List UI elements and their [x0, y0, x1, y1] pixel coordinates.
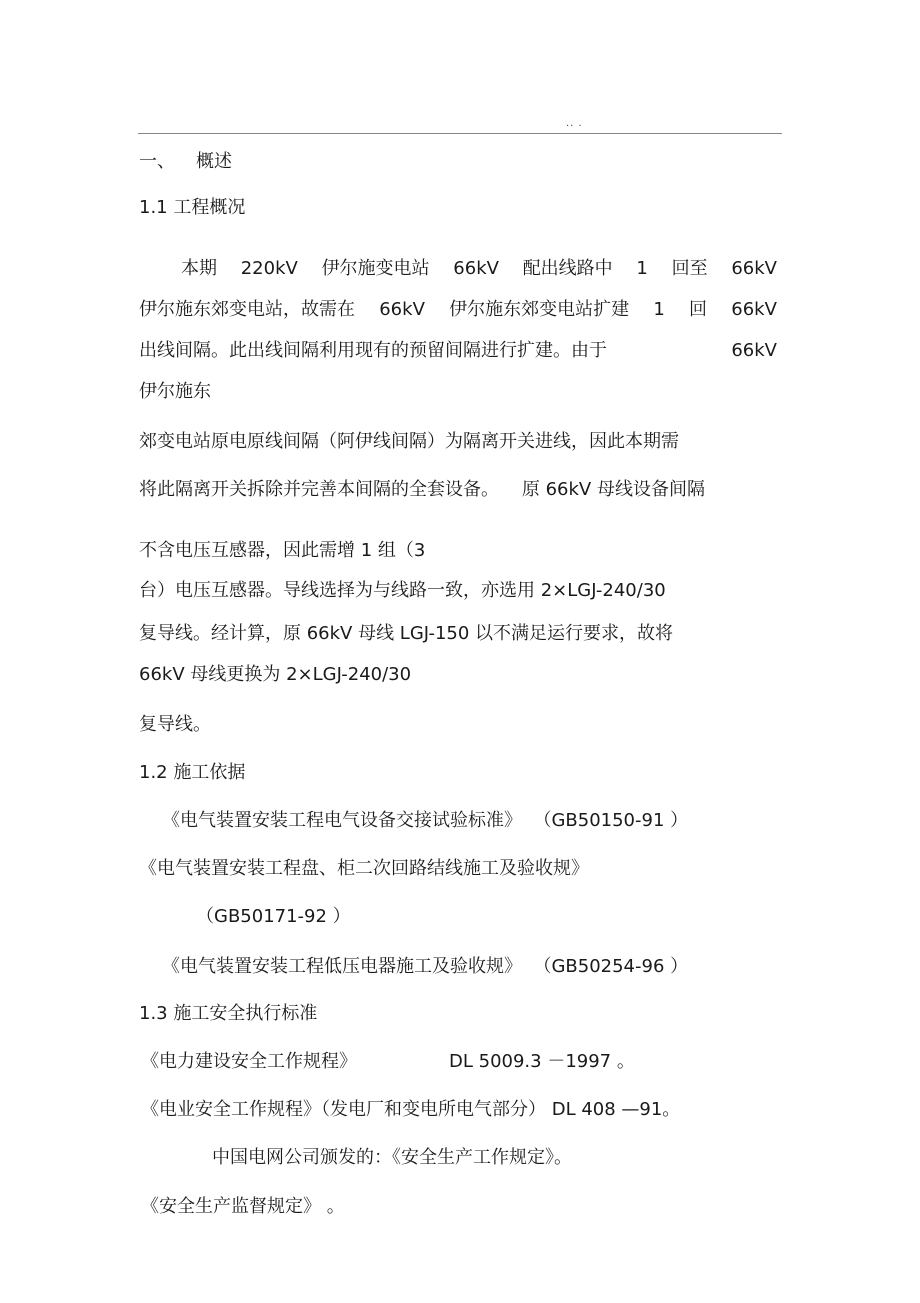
- word: 伊尔施东郊变电站扩建: [449, 299, 630, 320]
- word: 回: [689, 299, 708, 320]
- subsection-heading-1-3: 1.3 施工安全执行标准: [139, 1003, 318, 1024]
- section-heading-title: 概述: [196, 151, 232, 172]
- paragraph-line-11: 复导线。: [139, 714, 211, 735]
- word: 回至: [671, 258, 708, 279]
- reference-item: 《电气装置安装工程盘、柜二次回路结线施工及验收规》: [139, 858, 589, 879]
- reference-code: （GB50171-92 ）: [196, 906, 351, 927]
- paragraph-line-8: 台）电压互感器。导线选择为与线路一致，亦选用 2×LGJ-240/30: [139, 580, 666, 601]
- line-text: 66kV: [731, 340, 777, 361]
- paragraph-line-1: [139, 257, 777, 281]
- line-text: 出线间隔。此出线间隔利用现有的预留间隔进行扩建。由于: [139, 340, 607, 361]
- reference-item: 《电气装置安装工程电气设备交接试验标准》 （GB50150-91 ）: [162, 810, 689, 831]
- standard-code: DL 5009.3 －1997 。: [449, 1051, 635, 1072]
- word: 66kV: [379, 299, 425, 320]
- reference-item: 《电气装置安装工程低压电器施工及验收规》 （GB50254-96 ）: [162, 956, 689, 977]
- paragraph-line-9: 复导线。经计算，原 66kV 母线 LGJ-150 以不满足运行要求，故将: [139, 623, 674, 644]
- subsection-heading-1-1: 1.1 工程概况: [139, 197, 246, 218]
- paragraph-line-7: 不含电压互感器，因此需增 1 组（3: [139, 540, 426, 561]
- standard-item: 《安全生产监督规定》 。: [141, 1196, 345, 1217]
- word: 66kV: [731, 258, 777, 279]
- word: 66kV: [453, 258, 499, 279]
- word: 配出线路中: [522, 258, 613, 279]
- standard-item: 中国电网公司颁发的：《安全生产工作规定》。: [212, 1147, 572, 1168]
- paragraph-line-5: 郊变电站原电原线间隔（阿伊线间隔）为隔离开关进线，因此本期需: [139, 431, 679, 452]
- word: 220kV: [240, 258, 298, 279]
- paragraph-line-10: 66kV 母线更换为 2×LGJ-240/30: [139, 664, 412, 685]
- header-rule: [138, 133, 782, 134]
- word: 本期: [181, 258, 217, 279]
- word: 伊尔施变电站: [321, 258, 430, 279]
- header-mark: .. .: [566, 118, 583, 129]
- section-heading-number: 一、: [139, 151, 175, 172]
- paragraph-line-4: 伊尔施东: [139, 381, 211, 402]
- word: 1: [653, 299, 665, 320]
- standard-item: 《电业安全工作规程》（发电厂和变电所电气部分） DL 408 —91。: [141, 1099, 681, 1120]
- standard-title: 《电力建设安全工作规程》: [141, 1051, 357, 1072]
- paragraph-line-6: 将此隔离开关拆除并完善本间隔的全套设备。 原 66kV 母线设备间隔: [139, 479, 705, 500]
- paragraph-line-2: [139, 298, 777, 322]
- word: 伊尔施东郊变电站，故需在: [139, 299, 355, 320]
- word: 1: [636, 258, 648, 279]
- subsection-heading-1-2: 1.2 施工依据: [139, 762, 246, 783]
- paragraph-line-3: [139, 339, 777, 363]
- word: 66kV: [731, 299, 777, 320]
